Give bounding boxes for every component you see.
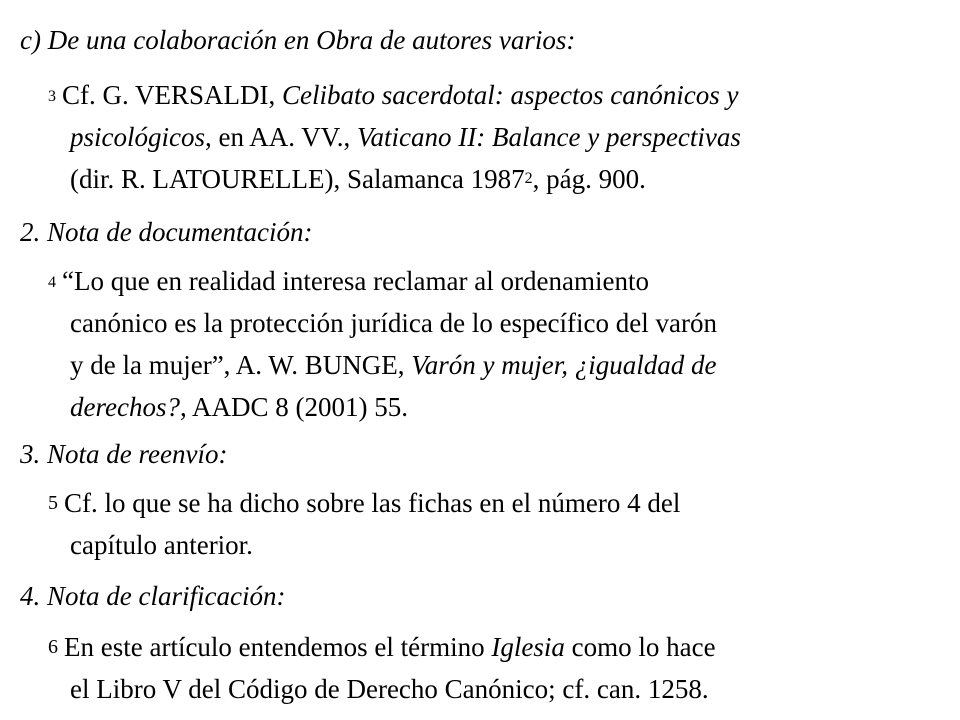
footnote-5-line-1	[48, 482, 680, 524]
footnote-4	[48, 260, 717, 428]
footnote-5-line-2	[48, 524, 680, 566]
section-heading-documentation: 2. Nota de documentación:	[20, 217, 313, 247]
section-heading-clarification: 4. Nota de clarificación:	[20, 581, 286, 611]
footnote-3-line-2	[48, 116, 741, 158]
footnote-number: 5	[48, 492, 58, 514]
footnote-text: Cf. G. VERSALDI,	[62, 80, 283, 110]
footnote-text: , en AA. VV.,	[205, 122, 358, 152]
footnote-text: (dir. R. LATOURELLE), Salamanca 1987	[70, 164, 525, 194]
footnote-6-line-1	[48, 626, 716, 668]
footnote-number: 4	[48, 274, 56, 291]
footnote-6-line-2	[48, 668, 716, 710]
footnote-text: y de la mujer”, A. W. BUNGE,	[70, 350, 412, 380]
footnote-text: canónico es la protección jurídica de lo específico del varón	[70, 308, 717, 338]
footnote-title-italic: Varón y mujer, ¿igualdad de	[411, 350, 717, 380]
section-heading-collaboration: c) De una colaboración en Obra de autores varios:	[20, 25, 576, 55]
footnote-5	[48, 482, 680, 566]
footnote-3-line-3	[48, 158, 741, 200]
edition-superscript: 2	[524, 170, 533, 187]
footnote-text: capítulo anterior.	[70, 530, 253, 560]
footnote-text: el Libro V del Código de Derecho Canónico; cf. can. 1258.	[70, 674, 709, 704]
footnote-text: Cf. lo que se ha dicho sobre las fichas en el número 4 del	[64, 488, 681, 518]
footnote-4-line-4	[48, 386, 717, 428]
footnote-text: “Lo que en realidad interesa reclamar al ordenamiento	[62, 266, 649, 296]
footnote-4-line-3	[48, 344, 717, 386]
footnote-6	[48, 626, 716, 710]
footnote-number: 6	[48, 636, 58, 658]
footnote-4-line-2	[48, 302, 717, 344]
footnote-term-italic: Iglesia	[491, 632, 565, 662]
footnote-text: , pág. 900.	[532, 164, 646, 194]
section-heading-cross-reference: 3. Nota de reenvío:	[20, 439, 228, 469]
footnote-text: , AADC 8 (2001) 55.	[179, 392, 408, 422]
footnote-title-italic: psicológicos	[70, 122, 205, 152]
footnote-number: 3	[48, 88, 56, 105]
footnote-title-italic: Celibato sacerdotal: aspectos canónicos y	[282, 80, 739, 110]
footnote-text: como lo hace	[564, 632, 716, 662]
footnote-title-italic: Vaticano II: Balance y perspectivas	[357, 122, 741, 152]
footnote-title-italic: derechos?	[70, 392, 180, 422]
footnote-3-line-1	[48, 74, 741, 116]
footnote-4-line-1	[48, 260, 717, 302]
footnote-3	[48, 74, 741, 200]
footnote-text: En este artículo entendemos el término	[64, 632, 492, 662]
